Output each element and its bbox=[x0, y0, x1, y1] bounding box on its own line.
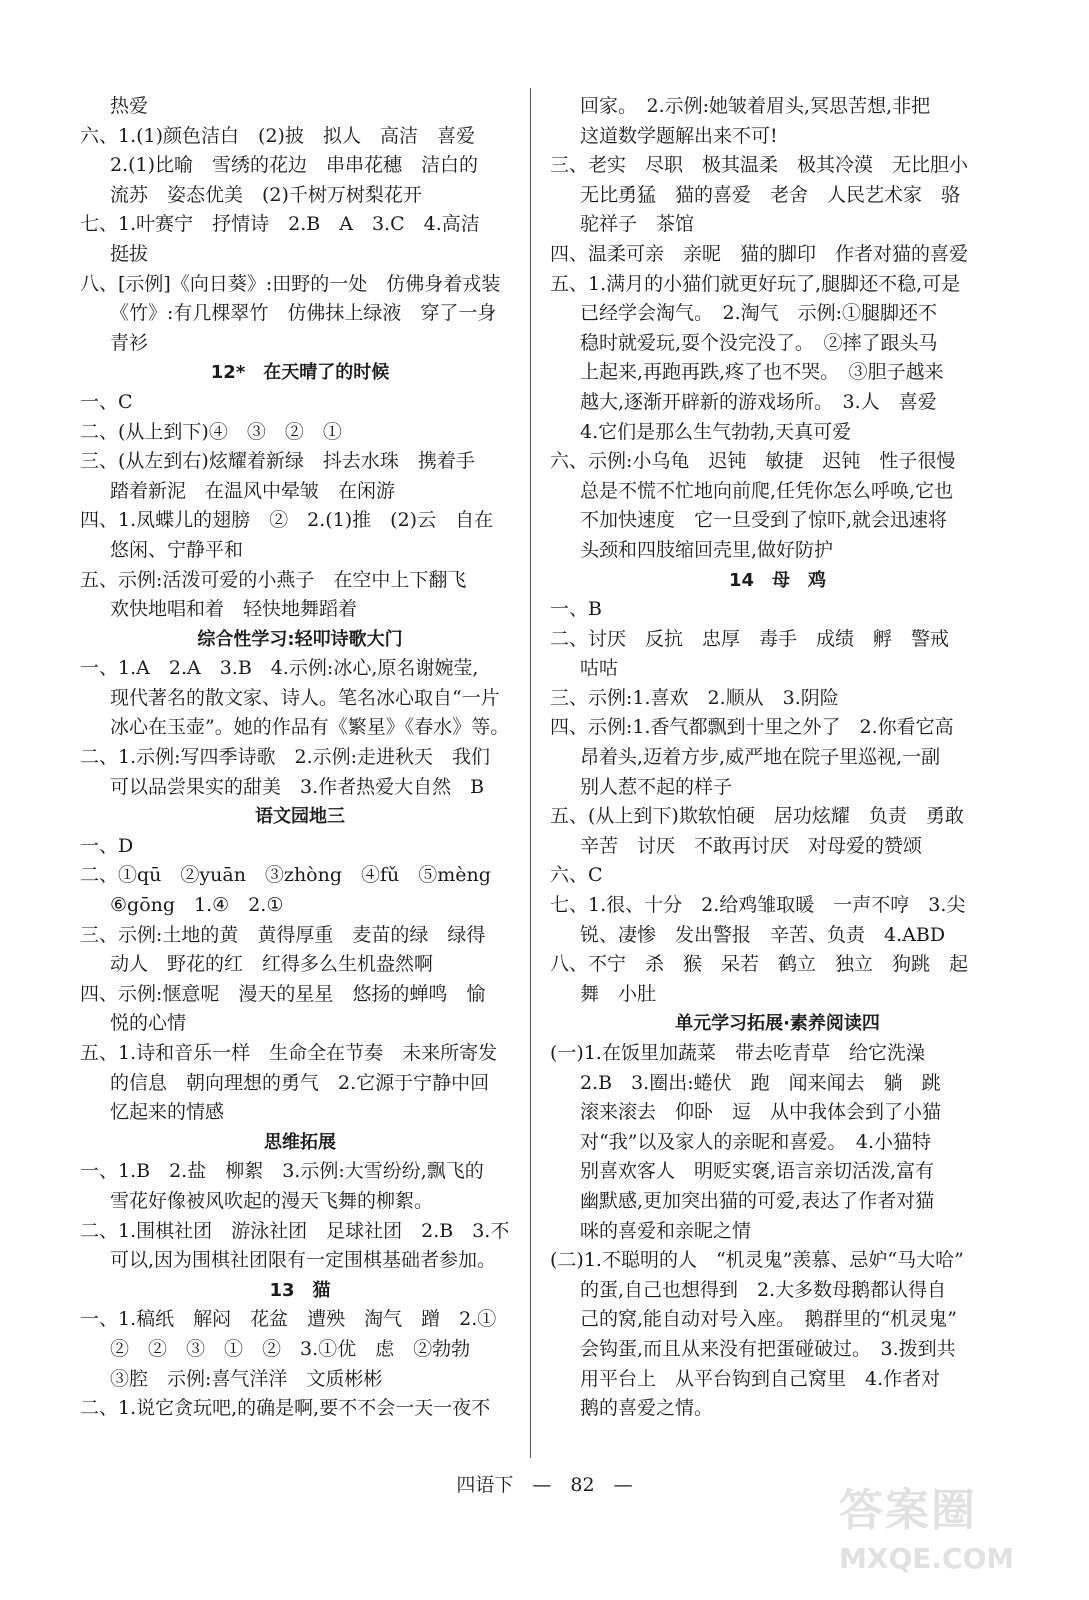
answer-line: 这道数学题解出来不可! bbox=[580, 124, 778, 147]
answer-line: 舞 小肚 bbox=[580, 982, 657, 1005]
answer-line: 的信息 朝向理想的勇气 2.它源于宁静中回 bbox=[110, 1071, 490, 1094]
answer-line: 别人惹不起的样子 bbox=[580, 775, 733, 798]
answer-line: 二、(从上到下)④ ③ ② ① bbox=[80, 420, 342, 443]
answer-line: 可以,因为围棋社团限有一定围棋基础者参加。 bbox=[110, 1249, 497, 1272]
section-heading: 单元学习拓展·素养阅读四 bbox=[675, 1013, 880, 1035]
answer-line: 青衫 bbox=[110, 331, 149, 354]
answer-line: 鹅的喜爱之情。 bbox=[580, 1397, 714, 1420]
answer-line: 总是不慌不忙地向前爬,任凭你怎么呼唤,它也 bbox=[580, 479, 954, 502]
section-heading: 14 母 鸡 bbox=[728, 569, 827, 591]
section-heading: 13 猫 bbox=[269, 1279, 331, 1301]
answer-line: 一、C bbox=[80, 390, 133, 413]
answer-line: 幽默感,更加突出猫的可爱,表达了作者对猫 bbox=[580, 1189, 935, 1212]
answer-line: 上起来,再跑再跌,疼了也不哭。 ③胆子越来 bbox=[580, 361, 944, 384]
answer-line: 六、1.(1)颜色洁白 (2)披 拟人 高洁 喜爱 bbox=[80, 124, 475, 147]
answer-line: 挺拔 bbox=[110, 242, 149, 265]
answer-line: 二、1.说它贪玩吧,的确是啊,要不不会一天一夜不 bbox=[80, 1397, 491, 1420]
answer-line: 回家。 2.示例:她皱着眉头,冥思苦想,非把 bbox=[580, 95, 931, 117]
answer-line: 雪花好像被风吹起的漫天飞舞的柳絮。 bbox=[110, 1189, 434, 1212]
answer-line: 锐、凄惨 发出警报 辛苦、负责 4.ABD bbox=[580, 923, 946, 946]
answer-line: 一、D bbox=[80, 834, 134, 857]
answer-line: 五、(从上到下)欺软怕硬 居功炫耀 负责 勇敢 bbox=[550, 805, 964, 828]
answer-line: 流苏 姿态优美 (2)千树万树梨花开 bbox=[110, 183, 422, 206]
answer-line: 可以品尝果实的甜美 3.作者热爱大自然 B bbox=[110, 775, 485, 798]
page-footer: 四语下 — 82 — bbox=[456, 1474, 633, 1496]
answer-line: 三、示例:1.喜欢 2.顺从 3.阴险 bbox=[550, 686, 839, 709]
answer-line: 2.(1)比喻 雪绣的花边 串串花穗 洁白的 bbox=[110, 154, 479, 177]
answer-line: 咕咕 bbox=[580, 657, 619, 680]
answer-line: 欢快地唱和着 轻快地舞蹈着 bbox=[110, 598, 358, 621]
answer-line: ⑥gōng 1.④ 2.① bbox=[110, 894, 284, 917]
answer-line: 昂着头,迈着方步,威严地在院子里巡视,一副 bbox=[580, 746, 941, 769]
answer-line: 别喜欢客人 明贬实褒,语言亲切活泼,富有 bbox=[580, 1160, 935, 1183]
answer-line: 四、温柔可亲 亲昵 猫的脚印 作者对猫的喜爱 bbox=[550, 242, 969, 265]
answer-line: 对“我”以及家人的亲昵和喜爱。 4.小猫特 bbox=[580, 1130, 932, 1153]
watermark-text-bottom: MXQE.COM bbox=[839, 1542, 1015, 1575]
answer-line: 三、(从左到右)炫耀着新绿 抖去水珠 携着手 bbox=[80, 450, 475, 473]
answer-line: 2.B 3.圈出:蜷伏 跑 闻来闻去 躺 跳 bbox=[580, 1071, 941, 1094]
answer-line: 七、1.很、十分 2.给鸡雏取暖 一声不哼 3.尖 bbox=[550, 894, 966, 917]
answer-line: 热爱 bbox=[110, 95, 149, 117]
answer-line: 一、1.稿纸 解闷 花盆 遭殃 淘气 蹭 2.① bbox=[80, 1308, 497, 1331]
column-divider bbox=[530, 88, 531, 1458]
section-heading: 思维拓展 bbox=[264, 1131, 336, 1153]
answer-line: 会钩蛋,而且从来没有把蛋碰破过。 3.拨到共 bbox=[580, 1337, 956, 1360]
answer-line: 一、B bbox=[550, 598, 602, 621]
section-heading: 12* 在天晴了的时候 bbox=[210, 362, 390, 384]
answer-line: 咪的喜爱和亲昵之情 bbox=[580, 1219, 752, 1242]
answer-line: 二、①qū ②yuān ③zhòng ④fǔ ⑤mèng bbox=[80, 864, 491, 887]
answer-line: 头颈和四肢缩回壳里,做好防护 bbox=[580, 538, 834, 561]
answer-line: (二)1.不聪明的人 “机灵鬼”羡慕、忌妒“马大哈” bbox=[550, 1249, 964, 1272]
answer-line: ② ② ③ ① ② 3.①优 虑 ②勃勃 bbox=[110, 1337, 471, 1360]
answer-line: 悠闲、宁静平和 bbox=[110, 538, 244, 561]
answer-line: 四、示例:1.香气都飘到十里之外了 2.你看它高 bbox=[550, 716, 954, 739]
answer-line: 己的窝,能自动对号入座。 鹅群里的“机灵鬼” bbox=[580, 1308, 957, 1331]
answer-line: 动人 野花的红 红得多么生机盎然啊 bbox=[110, 953, 434, 976]
answer-line: ③腔 示例:喜气洋洋 文质彬彬 bbox=[110, 1367, 383, 1390]
answer-line: 越大,逐渐开辟新的游戏场所。 3.人 喜爱 bbox=[580, 390, 937, 413]
answer-line: 不加快速度 它一旦受到了惊吓,就会迅速将 bbox=[580, 509, 948, 532]
answer-line: 三、老实 尽职 极其温柔 极其冷漠 无比胆小 bbox=[550, 154, 969, 177]
answer-line: 五、1.满月的小猫们就更好玩了,腿脚还不稳,可是 bbox=[550, 272, 961, 295]
answer-line: 三、示例:土地的黄 黄得厚重 麦苗的绿 绿得 bbox=[80, 923, 486, 946]
answer-line: 二、1.示例:写四季诗歌 2.示例:走进秋天 我们 bbox=[80, 746, 491, 769]
answer-line: 滚来滚去 仰卧 逗 从中我体会到了小猫 bbox=[580, 1101, 942, 1124]
answer-line: 已经学会淘气。 2.淘气 示例:①腿脚还不 bbox=[580, 302, 938, 325]
answer-line: 五、示例:活泼可爱的小燕子 在空中上下翻飞 bbox=[80, 568, 467, 591]
answer-line: 驼祥子 茶馆 bbox=[580, 213, 695, 236]
answer-line: 四、1.凤蝶儿的翅膀 ② 2.(1)推 (2)云 自在 bbox=[80, 509, 494, 532]
section-heading: 综合性学习:轻叩诗歌大门 bbox=[197, 628, 403, 650]
answer-line: 现代著名的散文家、诗人。笔名冰心取自“一片 bbox=[110, 686, 500, 709]
answer-line: 五、1.诗和音乐一样 生命全在节奏 未来所寄发 bbox=[80, 1042, 498, 1064]
answer-line: 的蛋,自己也想得到 2.大多数母鹅都认得自 bbox=[580, 1278, 947, 1301]
watermark-logo bbox=[839, 1474, 1019, 1574]
left-column bbox=[80, 92, 520, 1424]
watermark-text-top: 答案圈 bbox=[839, 1485, 977, 1536]
answer-line: 二、讨厌 反抗 忠厚 毒手 成绩 孵 警戒 bbox=[550, 627, 950, 650]
answer-line: 《竹》:有几棵翠竹 仿佛抹上绿液 穿了一身 bbox=[110, 302, 497, 325]
answer-line: 辛苦 讨厌 不敢再讨厌 对母爱的赞颂 bbox=[580, 834, 923, 857]
answer-line: 七、1.叶赛宁 抒情诗 2.B A 3.C 4.高洁 bbox=[80, 213, 480, 236]
answer-line: 踏着新泥 在温风中晕皱 在闲游 bbox=[110, 479, 396, 502]
answer-line: 二、1.围棋社团 游泳社团 足球社团 2.B 3.不 bbox=[80, 1219, 510, 1242]
answer-line: 无比勇猛 猫的喜爱 老舍 人民艺术家 骆 bbox=[580, 183, 961, 206]
answer-line: 八、[示例]《向日葵》:田野的一处 仿佛身着戎装 bbox=[80, 272, 501, 295]
answer-line: 4.它们是那么生气勃勃,天真可爱 bbox=[580, 420, 852, 443]
answer-line: 稳时就爱玩,耍个没完没了。 ②摔了跟头马 bbox=[580, 331, 938, 354]
right-column bbox=[550, 92, 1005, 1424]
answer-line: 一、1.B 2.盐 柳絮 3.示例:大雪纷纷,飘飞的 bbox=[80, 1160, 484, 1183]
section-heading: 语文园地三 bbox=[255, 806, 345, 828]
answer-line: 六、C bbox=[550, 864, 603, 887]
answer-line: (一)1.在饭里加蔬菜 带去吃青草 给它洗澡 bbox=[550, 1042, 925, 1064]
answer-line: 忆起来的情感 bbox=[110, 1101, 225, 1124]
answer-line: 一、1.A 2.A 3.B 4.示例:冰心,原名谢婉莹, bbox=[80, 657, 479, 680]
answer-line: 用平台上 从平台钩到自己窝里 4.作者对 bbox=[580, 1367, 941, 1390]
answer-line: 四、示例:惬意呢 漫天的星星 悠扬的蝉鸣 愉 bbox=[80, 982, 486, 1005]
answer-line: 冰心在玉壶”。她的作品有《繁星》《春水》等。 bbox=[110, 716, 510, 739]
answer-line: 八、不宁 杀 猴 呆若 鹤立 独立 狗跳 起 bbox=[550, 953, 969, 976]
answer-line: 六、示例:小乌龟 迟钝 敏捷 迟钝 性子很慢 bbox=[550, 450, 956, 473]
answer-line: 悦的心情 bbox=[110, 1012, 187, 1035]
